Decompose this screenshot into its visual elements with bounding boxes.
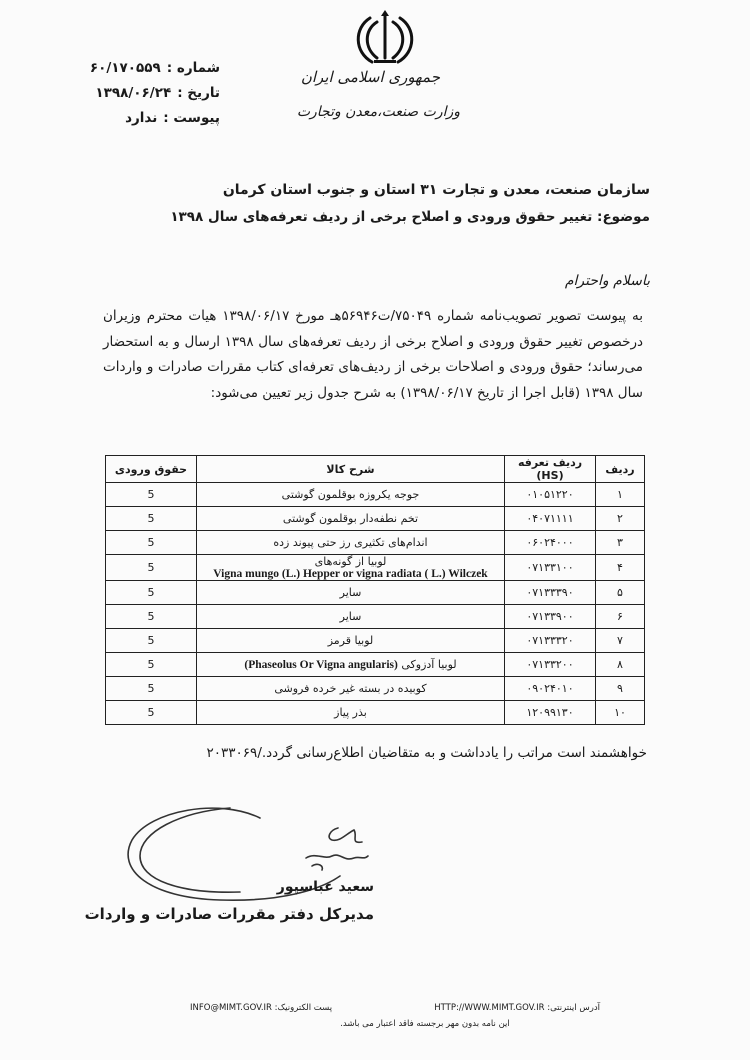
import-duty: 5 — [106, 677, 197, 701]
footer-validity-note: این نامه بدون مهر برجسته فاقد اعتبار می باشد. — [340, 1019, 510, 1029]
goods-description: اندام‌های تکثیری رز حتی پیوند زده — [197, 531, 505, 555]
import-duty: 5 — [106, 701, 197, 725]
goods-description-fa: لوبیا از گونه‌های — [314, 555, 387, 568]
hs-code: ۰۷۱۳۳۳۲۰ — [505, 629, 596, 653]
import-duty: 5 — [106, 653, 197, 677]
greeting: باسلام واحترام — [564, 273, 650, 289]
row-number: ۹ — [596, 677, 645, 701]
letter-meta — [70, 56, 220, 131]
table-row — [106, 677, 645, 701]
row-number: ۶ — [596, 605, 645, 629]
table-row — [106, 507, 645, 531]
import-duty: 5 — [106, 531, 197, 555]
hs-code: ۰۷۱۳۳۱۰۰ — [505, 555, 596, 581]
import-duty: 5 — [106, 483, 197, 507]
goods-description-latin: (Phaseolus Or Vigna angularis) — [244, 659, 398, 671]
hs-code: ۰۷۱۳۳۹۰۰ — [505, 605, 596, 629]
footer-contacts — [190, 1003, 600, 1013]
hs-code: ۰۹۰۲۴۰۱۰ — [505, 677, 596, 701]
email-value: INFO@MIMT.GOV.IR — [190, 1003, 272, 1013]
goods-description: لوبیا قرمز — [197, 629, 505, 653]
subject-line: موضوع: تغییر حقوق ورودی و اصلاح برخی از ردیف تعرفه‌های سال ۱۳۹۸ — [170, 209, 650, 225]
table-row — [106, 653, 645, 677]
row-number: ۲ — [596, 507, 645, 531]
goods-description: بذر پیاز — [197, 701, 505, 725]
row-number: ۱۰ — [596, 701, 645, 725]
date-value: ۱۳۹۸/۰۶/۲۴ — [95, 85, 172, 101]
goods-description: کوبیده در بسته غیر خرده فروشی — [197, 677, 505, 701]
table-row — [106, 629, 645, 653]
hs-code: ۱۲۰۹۹۱۳۰ — [505, 701, 596, 725]
number-label: شماره : — [166, 60, 220, 76]
letter-footer — [190, 1003, 600, 1029]
table-row — [106, 701, 645, 725]
import-duty: 5 — [106, 555, 197, 581]
goods-description: سایر — [197, 581, 505, 605]
addressee: سازمان صنعت، معدن و تجارت ۳۱ استان و جنوب استان کرمان — [222, 182, 650, 198]
iran-emblem-icon — [350, 8, 420, 68]
row-number: ۳ — [596, 531, 645, 555]
row-number: ۱ — [596, 483, 645, 507]
col-header-desc: شرح کالا — [197, 456, 505, 483]
footer-website — [434, 1003, 600, 1013]
table-header-row — [106, 456, 645, 483]
signatory-name: سعید عباسپور — [276, 879, 374, 895]
goods-description: سایر — [197, 605, 505, 629]
col-header-hs: ردیف تعرفه (HS) — [505, 456, 596, 483]
closing-request: خواهشمند است مراتب را یادداشت و به متقاضیان اطلاع‌رسانی گردد./۲۰۳۳۰۶۹ — [206, 745, 647, 761]
table-row — [106, 555, 645, 581]
import-duty: 5 — [106, 581, 197, 605]
website-label: :آدرس اینترنتی — [547, 1003, 600, 1013]
goods-description: تخم نطفه‌دار بوقلمون گوشتی — [197, 507, 505, 531]
row-number: ۵ — [596, 581, 645, 605]
letter-body: به پیوست تصویر تصویب‌نامه شماره ۷۵۰۴۹/ت۵۶۹۴۶هـ مورخ ۱۳۹۸/۰۶/۱۷ هیات محترم وزیران درخصوص تغییر حقوق ورودی و اصلاح برخی از ردیف تعرفه‌های سال ۱۳۹۸ ارسال و به استحضار می‌رساند؛ حقوق ورودی و اصلاحات برخی از ردیف‌های تعرفه‌ای کتاب مقررات صادرات و واردات سال ۱۳۹۸ (قابل اجرا از تاریخ ۱۳۹۸/۰۶/۱۷) به شرح جدول زیر تعیین می‌شود: — [103, 308, 643, 401]
hs-code: ۰۴۰۷۱۱۱۱ — [505, 507, 596, 531]
letter-number-row — [70, 56, 220, 81]
row-number: ۸ — [596, 653, 645, 677]
goods-description — [197, 555, 505, 581]
goods-description-fa: لوبیا آدزوکی — [401, 658, 457, 671]
goods-description-latin: Vigna mungo (L.) Hepper or vigna radiata ( L.) Wilczek — [213, 568, 488, 580]
hs-code: ۰۷۱۳۳۲۰۰ — [505, 653, 596, 677]
goods-description — [197, 653, 505, 677]
hs-code: ۰۷۱۳۳۳۹۰ — [505, 581, 596, 605]
table-row — [106, 483, 645, 507]
government-name: جمهوری اسلامی ایران — [300, 68, 440, 86]
row-number: ۴ — [596, 555, 645, 581]
table-row — [106, 531, 645, 555]
date-label: تاریخ : — [177, 85, 220, 101]
table-row — [106, 605, 645, 629]
email-label: :پست الکترونیک — [274, 1003, 333, 1013]
letter-date-row — [70, 81, 220, 106]
tariff-table — [105, 455, 645, 725]
hs-code: ۰۶۰۲۴۰۰۰ — [505, 531, 596, 555]
col-header-duty: حقوق ورودی — [106, 456, 197, 483]
col-header-row: ردیف — [596, 456, 645, 483]
import-duty: 5 — [106, 629, 197, 653]
signatory-title: مدیرکل دفتر مقررات صادرات و واردات — [84, 905, 374, 923]
attachment-row — [70, 106, 220, 131]
footer-email — [190, 1003, 332, 1013]
ministry-name: وزارت صنعت،معدن وتجارت — [296, 104, 460, 120]
attachment-label: پیوست : — [163, 110, 220, 126]
attachment-value: ندارد — [125, 110, 158, 126]
hs-code: ۰۱۰۵۱۲۲۰ — [505, 483, 596, 507]
import-duty: 5 — [106, 605, 197, 629]
table-row — [106, 581, 645, 605]
goods-description: جوجه یکروزه بوقلمون گوشتی — [197, 483, 505, 507]
row-number: ۷ — [596, 629, 645, 653]
import-duty: 5 — [106, 507, 197, 531]
number-value: ۶۰/۱۷۰۵۵۹ — [89, 60, 161, 76]
website-value: HTTP://WWW.MIMT.GOV.IR — [434, 1003, 545, 1013]
